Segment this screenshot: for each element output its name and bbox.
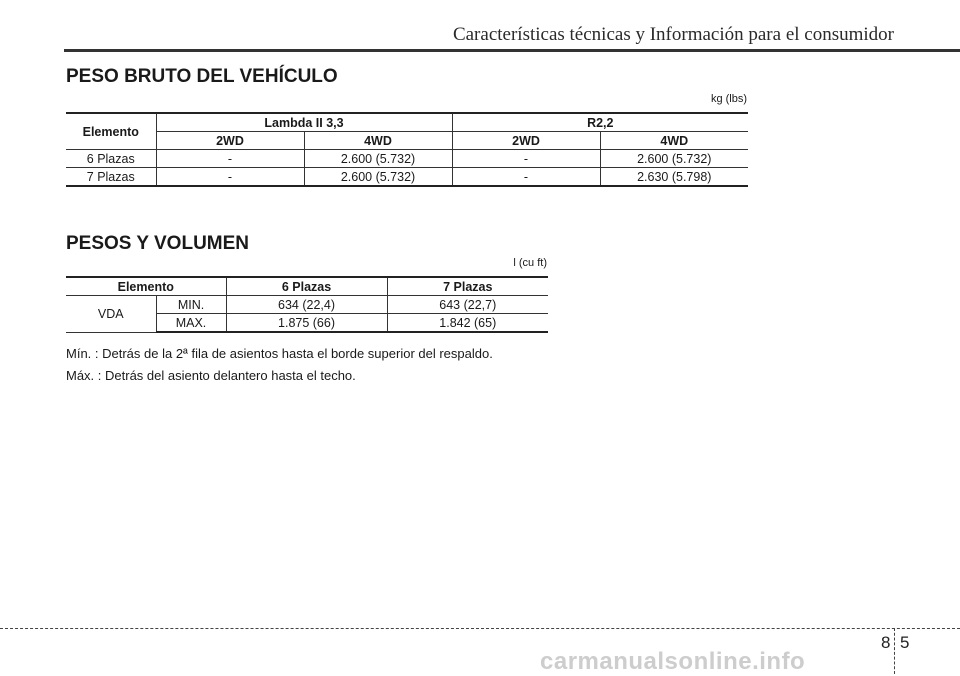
- chapter-number: 8: [881, 633, 891, 652]
- weight-section-title: PESO BRUTO DEL VEHÍCULO: [66, 66, 338, 87]
- row-label: MIN.: [156, 296, 226, 314]
- table-cell: -: [452, 150, 600, 168]
- table-cell: -: [452, 168, 600, 187]
- table-cell: -: [156, 168, 304, 187]
- weight-header-r22: R2,2: [452, 113, 748, 132]
- table-cell: 1.842 (65): [387, 314, 548, 333]
- table-cell: 634 (22,4): [226, 296, 387, 314]
- table-cell: 643 (22,7): [387, 296, 548, 314]
- volume-header-element: Elemento: [66, 277, 226, 296]
- row-label: 6 Plazas: [66, 150, 156, 168]
- table-cell: 2.630 (5.798): [600, 168, 748, 187]
- chapter-title: Características técnicas y Información para el consumidor: [452, 24, 894, 45]
- volume-header-7-seats: 7 Plazas: [387, 277, 548, 296]
- volume-table: [66, 276, 548, 333]
- table-cell: 1.875 (66): [226, 314, 387, 333]
- weight-header-element: Elemento: [66, 113, 156, 150]
- table-cell: 2.600 (5.732): [304, 150, 452, 168]
- weight-header-drive: 4WD: [600, 132, 748, 150]
- watermark: carmanualsonline.info: [540, 648, 806, 675]
- weight-unit-label: kg (lbs): [710, 93, 747, 105]
- weight-header-drive: 4WD: [304, 132, 452, 150]
- footer-rule: [0, 628, 960, 629]
- weight-header-lambda: Lambda II 3,3: [156, 113, 452, 132]
- page-number: 5: [900, 633, 910, 652]
- volume-header-6-seats: 6 Plazas: [226, 277, 387, 296]
- table-row: [66, 296, 548, 314]
- group-label: VDA: [66, 296, 156, 333]
- row-label: MAX.: [156, 314, 226, 333]
- table-cell: 2.600 (5.732): [600, 150, 748, 168]
- row-label: 7 Plazas: [66, 168, 156, 187]
- header-rule: [64, 49, 960, 52]
- weight-header-drive: 2WD: [156, 132, 304, 150]
- weight-table: [66, 112, 748, 187]
- note-min: Mín. : Detrás de la 2ª fila de asientos hasta el borde superior del respaldo.: [66, 346, 493, 361]
- table-row: [66, 168, 748, 187]
- table-cell: -: [156, 150, 304, 168]
- page-number-separator: [894, 628, 895, 674]
- volume-unit-label: l (cu ft): [513, 257, 547, 269]
- table-row: [66, 150, 748, 168]
- weight-header-drive: 2WD: [452, 132, 600, 150]
- note-max: Máx. : Detrás del asiento delantero hasta el techo.: [66, 368, 356, 383]
- volume-section-title: PESOS Y VOLUMEN: [66, 233, 250, 254]
- table-cell: 2.600 (5.732): [304, 168, 452, 187]
